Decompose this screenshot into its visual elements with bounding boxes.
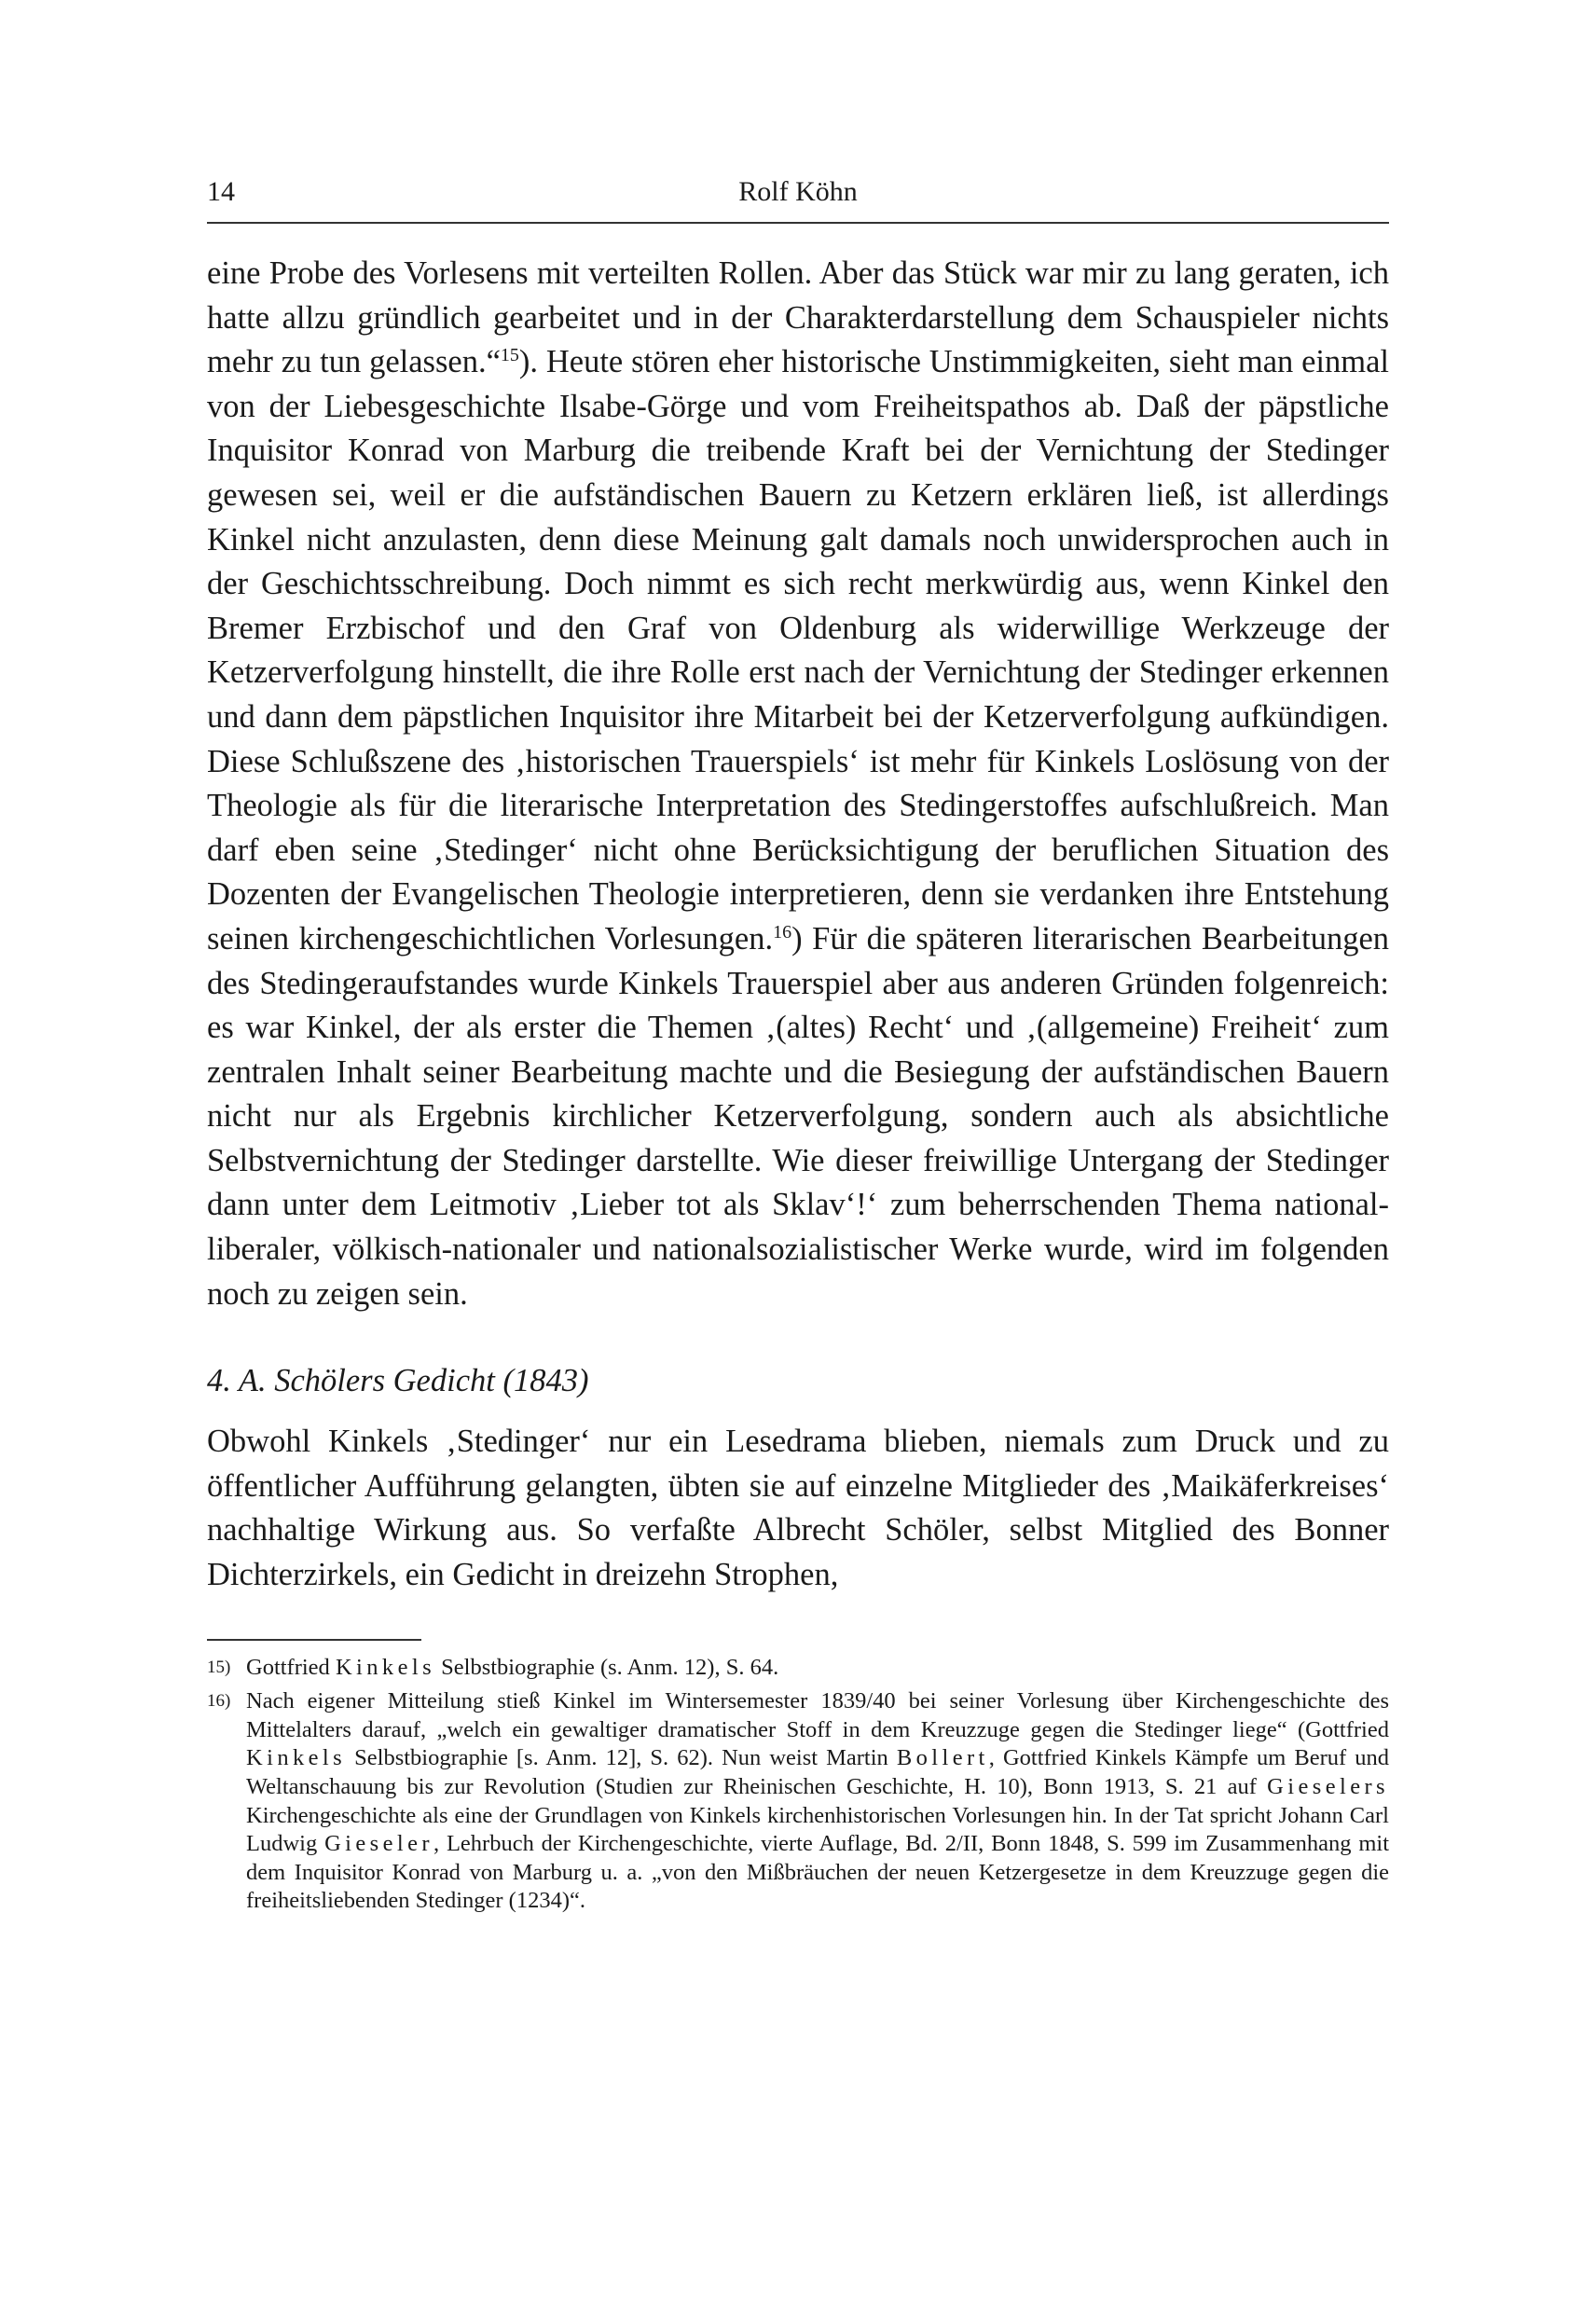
- footnote-16-part-4: Kirchengeschichte als eine der Grundlagen von Kinkels kirchenhistorischen Vorlesungen hin. In der Tat spricht Johann Carl Ludwig: [246, 1802, 1389, 1857]
- paragraph-1-part-3: ) Für die späteren literarischen Bearbeitungen des Stedingeraufstandes wurde Kinkels Trauerspiel aber aus anderen Gründen folgenreich: es war Kinkel, der als erster die Themen ‚(altes) Recht‘ und ‚(allgemeine) Freiheit‘ zum zentralen Inhalt seiner Bearbeitung machte und die Besiegung der aufständischen Bauern nicht nur als Ergebnis kirchlicher Ketzerverfolgung, sondern auch als absichtliche Selbstvernichtung der Stedinger darstellte. Wie dieser freiwillige Untergang der Stedinger dann unter dem Leitmotiv ‚Lieber tot als Sklav‘!‘ zum beherrschenden Thema national-liberaler, völkisch-nationaler und nationalsozialistischer Werke wurde, wird im folgenden noch zu zeigen sein.: [207, 920, 1390, 1312]
- footnote-15: [207, 1654, 1389, 1683]
- section-heading: 4. A. Schölers Gedicht (1843): [207, 1363, 589, 1399]
- header-rule: [207, 222, 1389, 224]
- footnotes: [207, 1654, 1389, 1916]
- footnote-mark-15: 15): [207, 1657, 231, 1677]
- paragraph-1-part-1: eine Probe des Vorlesens mit verteilten Rollen. Aber das Stück war mir zu lang geraten, ich hatte allzu gründlich gearbeitet und in der Charakterdarstellung dem Schauspieler nichts mehr zu tun gelassen.“: [207, 255, 1389, 380]
- footnote-rule: [207, 1639, 421, 1641]
- running-head-author: Rolf Köhn: [738, 176, 858, 207]
- footnote-15-part-1: Gottfried: [246, 1654, 336, 1680]
- paragraph-1: [207, 252, 1389, 1316]
- footnote-16-part-5: , Lehrbuch der Kirchengeschichte, vierte Auflage, Bd. 2/II, Bonn 1848, S. 599 im Zusammenhang mit dem Inquisitor Konrad von Marburg u. a. „von den Mißbräuchen der neuen Ketzergesetze in dem Kreuzzuge gegen die freiheitsliebenden Stedinger (1234)“.: [246, 1831, 1389, 1914]
- main-text: [207, 252, 1389, 1598]
- page-number: 14: [207, 176, 235, 207]
- paragraph-1-part-2: ). Heute stören eher historische Unstimmigkeiten, sieht man einmal von der Liebesgeschichte Ilsabe-Görge und vom Freiheitspathos ab. Daß der päpstliche Inquisitor Konrad von Marburg die treibende Kraft bei der Vernichtung der Stedinger gewesen sei, weil er die aufständischen Bauern zu Ketzern erklären ließ, ist allerdings Kinkel nicht anzulasten, denn diese Meinung galt damals noch unwidersprochen auch in der Geschichtsschreibung. Doch nimmt es sich recht merkwürdig aus, wenn Kinkel den Bremer Erzbischof und den Graf von Oldenburg als widerwillige Werkzeuge der Ketzerverfolgung hinstellt, die ihre Rolle erst nach der Vernichtung der Stedinger erkennen und dann dem päpstlichen Inquisitor ihre Mitarbeit bei der Ketzerverfolgung aufkündigen. Diese Schlußszene des ‚historischen Trauerspiels‘ ist mehr für Kinkels Loslösung von der Theologie als für die literarische Interpretation des Stedingerstoffes aufschlußreich. Man darf eben seine ‚Stedinger‘ nicht ohne Berücksichtigung der beruflichen Situation des Dozenten der Evangelischen Theologie interpretieren, denn sie verdanken ihre Entstehung seinen kirchengeschichtlichen Vorlesungen.: [207, 344, 1389, 956]
- footnote-16-name-1: Kinkels: [246, 1745, 347, 1771]
- footnote-16-name-3: Gieselers: [1267, 1774, 1389, 1799]
- footnote-ref-15[interactable]: 15: [500, 345, 519, 366]
- footnote-16-name-4: Gieseler: [324, 1831, 433, 1857]
- footnote-16: [207, 1687, 1389, 1916]
- footnote-16-part-3: , Gottfried Kinkels Kämpfe um Beruf und Weltanschauung bis zur Revolution (Studien zur Rheinischen Geschichte, H. 10), Bonn 1913, S. 21 auf: [246, 1745, 1389, 1799]
- paragraph-2: Obwohl Kinkels ‚Stedinger‘ nur ein Lesedrama blieben, niemals zum Druck und zu öffentlicher Aufführung gelangten, übten sie auf einzelne Mitglieder des ‚Maikäferkreises‘ nachhaltige Wirkung aus. So verfaßte Albrecht Schöler, selbst Mitglied des Bonner Dichterzirkels, ein Gedicht in dreizehn Strophen,: [207, 1424, 1389, 1593]
- footnote-15-part-2: Selbstbiographie (s. Anm. 12), S. 64.: [435, 1654, 779, 1680]
- footnote-ref-16[interactable]: 16: [773, 921, 792, 943]
- footnote-16-name-2: Bollert: [896, 1745, 989, 1771]
- running-head: [207, 168, 1389, 216]
- page: [207, 168, 1389, 1921]
- footnote-mark-16: 16): [207, 1691, 231, 1712]
- footnote-16-part-2: Selbstbiographie [s. Anm. 12], S. 62). Nun weist Martin: [346, 1745, 897, 1771]
- footnote-16-part-1: Nach eigener Mitteilung stieß Kinkel im Wintersemester 1839/40 bei seiner Vorlesung über Kirchengeschichte des Mittelalters darauf, „welch ein gewaltiger dramatischer Stoff in dem Kreuzzuge gegen die Stedinger liege“ (Gottfried: [246, 1688, 1389, 1742]
- footnote-15-name: Kinkels: [335, 1654, 436, 1680]
